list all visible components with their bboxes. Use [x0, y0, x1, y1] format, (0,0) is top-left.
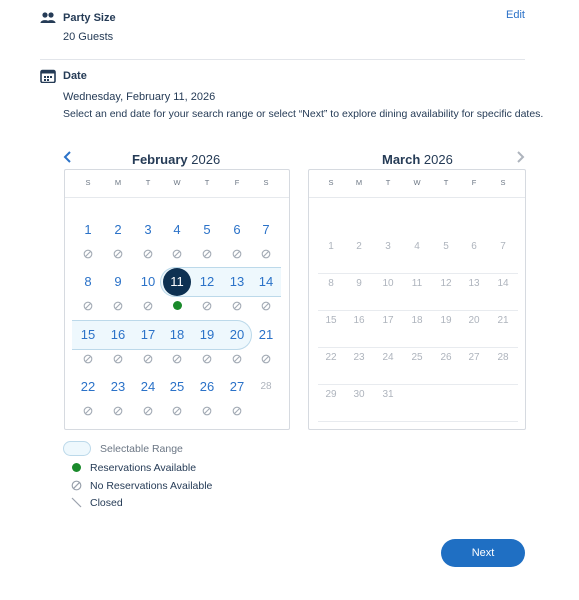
- row-separator: [318, 421, 518, 422]
- feb-header: [132, 152, 220, 167]
- calendar-day: 11: [411, 278, 423, 289]
- calendar-day[interactable]: 25: [169, 379, 185, 394]
- calendar-day: 22: [325, 352, 337, 363]
- calendar-day[interactable]: 13: [229, 274, 245, 289]
- calendar-day: 8: [328, 278, 334, 289]
- calendar-day: 31: [382, 389, 394, 400]
- no-reservation-icon: [83, 301, 93, 311]
- no-reservation-icon: [232, 354, 242, 364]
- calendar-day: 14: [497, 278, 509, 289]
- legend-available: Reservations Available: [90, 462, 197, 474]
- calendar-day[interactable]: 11: [163, 268, 191, 296]
- mar-year-label: 2026: [423, 152, 453, 167]
- no-reservation-icon: [143, 301, 153, 311]
- calendar-day: 10: [382, 278, 394, 289]
- no-reservation-icon: [143, 249, 153, 259]
- calendar-day[interactable]: 20: [229, 327, 245, 342]
- no-reservation-icon: [113, 406, 123, 416]
- no-reservation-icon: [232, 301, 242, 311]
- mar-dow-label: M: [355, 178, 363, 187]
- calendar-day: 16: [353, 315, 365, 326]
- calendar-day: 24: [382, 352, 394, 363]
- party-icon: [40, 11, 56, 25]
- no-reservation-icon: [261, 354, 271, 364]
- calendar-day: 5: [443, 241, 449, 252]
- calendar-day: 12: [440, 278, 452, 289]
- party-size-title: Party Size: [63, 12, 116, 24]
- calendar-day[interactable]: 5: [203, 222, 211, 237]
- instructions-text: Select an end date for your search range or select “Next” to explore dining availability for specific dates.: [63, 108, 544, 120]
- calendar-day[interactable]: 12: [199, 274, 215, 289]
- calendar-day[interactable]: 7: [262, 222, 270, 237]
- legend-closed: Closed: [90, 497, 123, 509]
- no-reservation-icon: [232, 249, 242, 259]
- calendar-day[interactable]: 6: [233, 222, 241, 237]
- chevron-right-icon: [515, 151, 525, 163]
- no-reservation-icon: [202, 354, 212, 364]
- feb-dow-separator: [65, 197, 289, 198]
- no-reservation-icon: [143, 354, 153, 364]
- mar-dow-label: S: [328, 178, 334, 187]
- feb-month-label: February: [132, 152, 188, 167]
- calendar-day[interactable]: 23: [110, 379, 126, 394]
- no-reservation-icon: [83, 354, 93, 364]
- calendar-day: 13: [468, 278, 480, 289]
- no-reservation-icon: [202, 406, 212, 416]
- calendar-day: 19: [440, 315, 452, 326]
- available-dot-icon: [72, 463, 81, 472]
- calendar-day: 18: [411, 315, 423, 326]
- closed-icon: [71, 497, 82, 508]
- calendar-day[interactable]: 16: [110, 327, 126, 342]
- mar-dow-label: W: [413, 178, 421, 187]
- calendar-day: 28: [497, 352, 509, 363]
- mar-dow-label: S: [500, 178, 506, 187]
- calendar-day: 1: [328, 241, 334, 252]
- calendar-day[interactable]: 2: [114, 222, 122, 237]
- calendar-day: 20: [468, 315, 480, 326]
- selectable-range-swatch: [63, 441, 91, 456]
- prev-month-button[interactable]: [63, 150, 73, 168]
- feb-dow-label: F: [234, 178, 240, 187]
- no-reservation-icon: [83, 249, 93, 259]
- feb-dow-label: S: [85, 178, 91, 187]
- feb-year-label: 2026: [191, 152, 221, 167]
- calendar-day: 17: [382, 315, 394, 326]
- calendar-day[interactable]: 17: [140, 327, 156, 342]
- no-reservation-icon: [261, 301, 271, 311]
- feb-dow-label: T: [204, 178, 210, 187]
- calendar-day[interactable]: 18: [169, 327, 185, 342]
- calendar-day: 25: [411, 352, 423, 363]
- no-reservation-icon: [113, 301, 123, 311]
- legend-none: No Reservations Available: [90, 480, 213, 492]
- mar-header: [382, 152, 453, 167]
- calendar-day: 6: [471, 241, 477, 252]
- calendar-day[interactable]: 26: [199, 379, 215, 394]
- calendar-day[interactable]: 9: [114, 274, 122, 289]
- no-reservation-icon: [113, 249, 123, 259]
- mar-dow-separator: [309, 197, 525, 198]
- feb-dow-label: W: [173, 178, 181, 187]
- calendar-day[interactable]: 1: [84, 222, 92, 237]
- no-reservation-icon: [202, 301, 212, 311]
- no-reservation-icon: [83, 406, 93, 416]
- calendar-day: 7: [500, 241, 506, 252]
- calendar-day: 21: [497, 315, 509, 326]
- row-separator: [318, 273, 518, 274]
- legend-selectable: Selectable Range: [100, 443, 183, 455]
- mar-dow-label: F: [471, 178, 477, 187]
- date-title: Date: [63, 70, 87, 82]
- calendar-day[interactable]: 4: [173, 222, 181, 237]
- next-button[interactable]: Next: [441, 539, 525, 567]
- calendar-day[interactable]: 10: [140, 274, 156, 289]
- next-month-button[interactable]: [515, 150, 525, 168]
- calendar-day: 3: [385, 241, 391, 252]
- divider: [40, 59, 525, 60]
- calendar-day[interactable]: 22: [80, 379, 96, 394]
- calendar-day[interactable]: 3: [144, 222, 152, 237]
- calendar-day[interactable]: 8: [84, 274, 92, 289]
- edit-link[interactable]: Edit: [506, 9, 525, 21]
- calendar-day[interactable]: 24: [140, 379, 156, 394]
- no-reservation-icon: [172, 406, 182, 416]
- no-reservation-icon: [232, 406, 242, 416]
- calendar-day: 26: [440, 352, 452, 363]
- mar-month-label: March: [382, 152, 421, 167]
- calendar-day: 15: [325, 315, 337, 326]
- feb-dow-label: M: [114, 178, 122, 187]
- calendar-icon: [40, 69, 56, 83]
- mar-dow-label: T: [385, 178, 391, 187]
- no-reservation-icon: [143, 406, 153, 416]
- calendar-day: 23: [353, 352, 365, 363]
- mar-dow-label: T: [443, 178, 449, 187]
- party-size-value: 20 Guests: [63, 31, 114, 43]
- date-value: Wednesday, February 11, 2026: [63, 91, 216, 103]
- no-reservation-icon: [202, 249, 212, 259]
- calendar-day: 30: [353, 389, 365, 400]
- calendar-day: 29: [325, 389, 337, 400]
- calendar-day[interactable]: 14: [258, 274, 274, 289]
- calendar-day[interactable]: 21: [258, 327, 274, 342]
- no-reservation-icon: [172, 354, 182, 364]
- calendar-day[interactable]: 15: [80, 327, 96, 342]
- no-reservation-icon: [261, 249, 271, 259]
- row-separator: [318, 310, 518, 311]
- row-separator: [318, 384, 518, 385]
- calendar-day: 27: [468, 352, 480, 363]
- row-separator: [318, 347, 518, 348]
- no-reservation-icon: [71, 480, 82, 491]
- chevron-left-icon: [63, 151, 73, 163]
- feb-dow-label: T: [145, 178, 151, 187]
- no-reservation-icon: [172, 249, 182, 259]
- available-dot-icon: [173, 301, 182, 310]
- feb-dow-label: S: [263, 178, 269, 187]
- calendar-day[interactable]: 27: [229, 379, 245, 394]
- calendar-day[interactable]: 19: [199, 327, 215, 342]
- calendar-day: 4: [414, 241, 420, 252]
- calendar-day: 28: [260, 381, 272, 392]
- no-reservation-icon: [113, 354, 123, 364]
- calendar-day: 9: [356, 278, 362, 289]
- calendar-day: 2: [356, 241, 362, 252]
